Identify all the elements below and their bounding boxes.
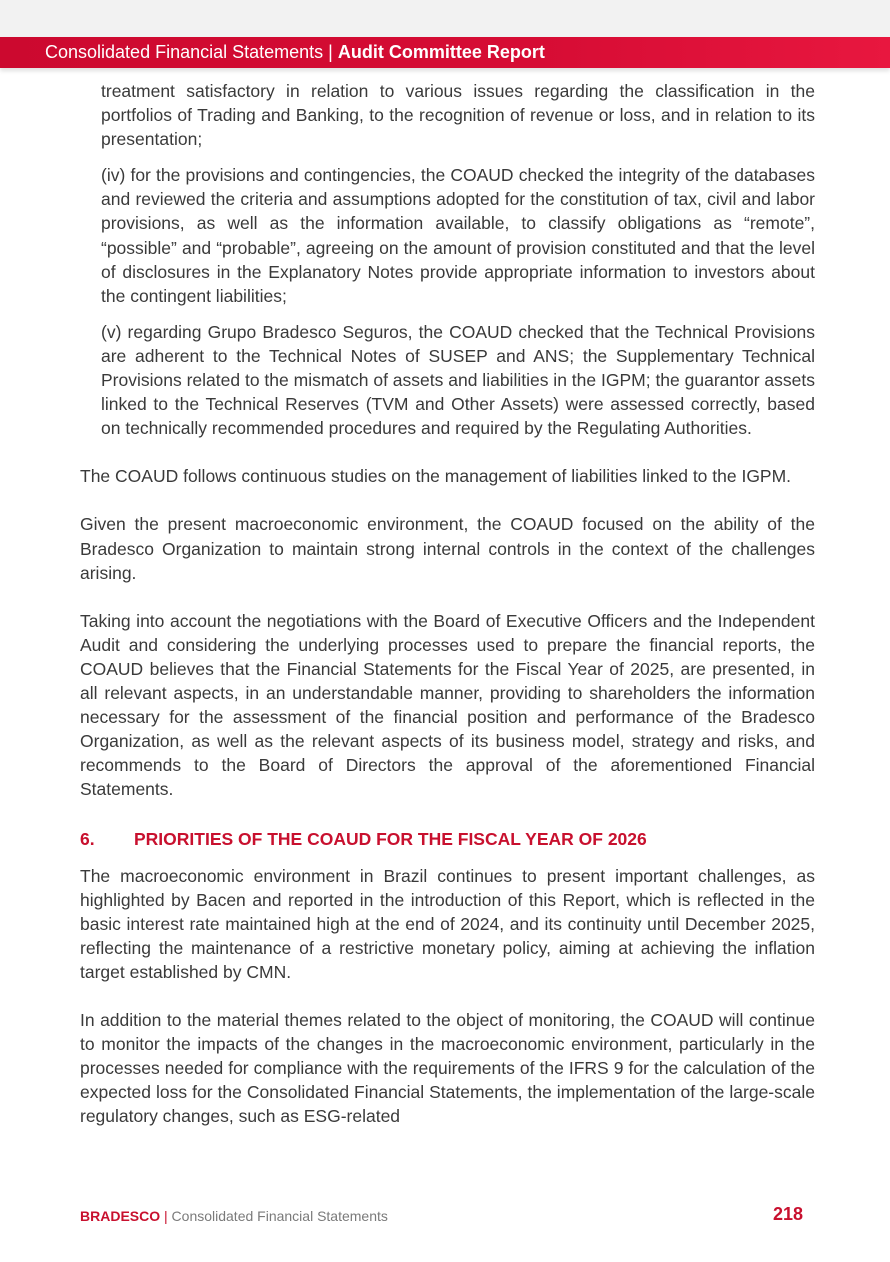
top-margin-strip: [0, 0, 890, 37]
paragraph-macroeconomic-controls: Given the present macroeconomic environment, the COAUD focused on the ability of the Bradesco Organization to maintain strong internal controls in the context of the challenges arising.: [80, 514, 815, 583]
footer-separator: |: [164, 1208, 168, 1224]
header-report-title: Audit Committee Report: [337, 42, 545, 62]
section-6-title: PRIORITIES OF THE COAUD FOR THE FISCAL YEAR OF 2026: [134, 829, 647, 850]
footer-subtitle: Consolidated Financial Statements: [171, 1208, 388, 1224]
paragraph-macroeconomic-brazil: The macroeconomic environment in Brazil continues to present important challenges, as highlighted by Bacen and reported in the introduction of this Report, which is reflected in the basic interest rate maintained high at the end of 2024, and its continuity until December 2025, reflecting the maintenance of a restrictive monetary policy, aiming at achieving the inflation target established by CMN.: [80, 865, 815, 982]
document-header-bar: [0, 37, 890, 68]
header-text: [45, 37, 545, 68]
paragraph-igpm-liabilities: The COAUD follows continuous studies on the management of liabilities linked to the IGPM.: [80, 466, 792, 487]
paragraph-classification-continuation: treatment satisfactory in relation to various issues regarding the classification in the portfolios of Trading and Banking, to the recognition of revenue or loss, and in relation to its presentation;: [101, 81, 815, 150]
paragraph-financial-statements-approval: Taking into account the negotiations with the Board of Executive Officers and the Independent Audit and considering the underlying processes used to prepare the financial reports, the COAUD believes that the Financial Statements for the Fiscal Year of 2025, are presented, in all relevant aspects, in an understandable manner, providing to shareholders the information necessary for the assessment of the financial position and performance of the Bradesco Organization, as well as the relevant aspects of its business model, strategy and risks, and recommends to the Board of Directors the approval of the aforementioned Financial Statements.: [80, 610, 815, 800]
document-body: [80, 79, 815, 1128]
paragraph-bradesco-seguros: (v) regarding Grupo Bradesco Seguros, the COAUD checked that the Technical Provisions are adherent to the Technical Notes of SUSEP and ANS; the Supplementary Technical Provisions related to the mismatch of assets and liabilities in the IGPM; the guarantor assets linked to the Technical Reserves (TVM and Other Assets) were assessed correctly, based on technically recommended procedures and required by the Regulating Authorities.: [101, 321, 815, 439]
page-footer: [80, 1204, 803, 1228]
page-number: 218: [772, 1204, 803, 1224]
paragraph-provisions-contingencies: (iv) for the provisions and contingencies, the COAUD checked the integrity of the databases and reviewed the criteria and assumptions adopted for the constitution of tax, civil and labor provisions, as well as the information available, to classify obligations as “remote”, “possible” and “probable”, agreeing on the amount of provision constituted and that the level of disclosures in the Explanatory Notes provide appropriate information to investors about the contingent liabilities;: [101, 165, 815, 306]
section-6-heading: [80, 827, 815, 851]
section-6-number: 6.: [80, 829, 95, 850]
footer-brand: BRADESCO: [80, 1208, 161, 1224]
paragraph-coaud-monitoring: In addition to the material themes related to the object of monitoring, the COAUD will continue to monitor the impacts of the changes in the macroeconomic environment, particularly in the processes needed for compliance with the requirements of the IFRS 9 for the calculation of the expected loss for the Consolidated Financial Statements, the implementation of the large-scale regulatory changes, such as ESG-related: [80, 1010, 815, 1127]
header-section-label: Consolidated Financial Statements |: [45, 42, 333, 62]
